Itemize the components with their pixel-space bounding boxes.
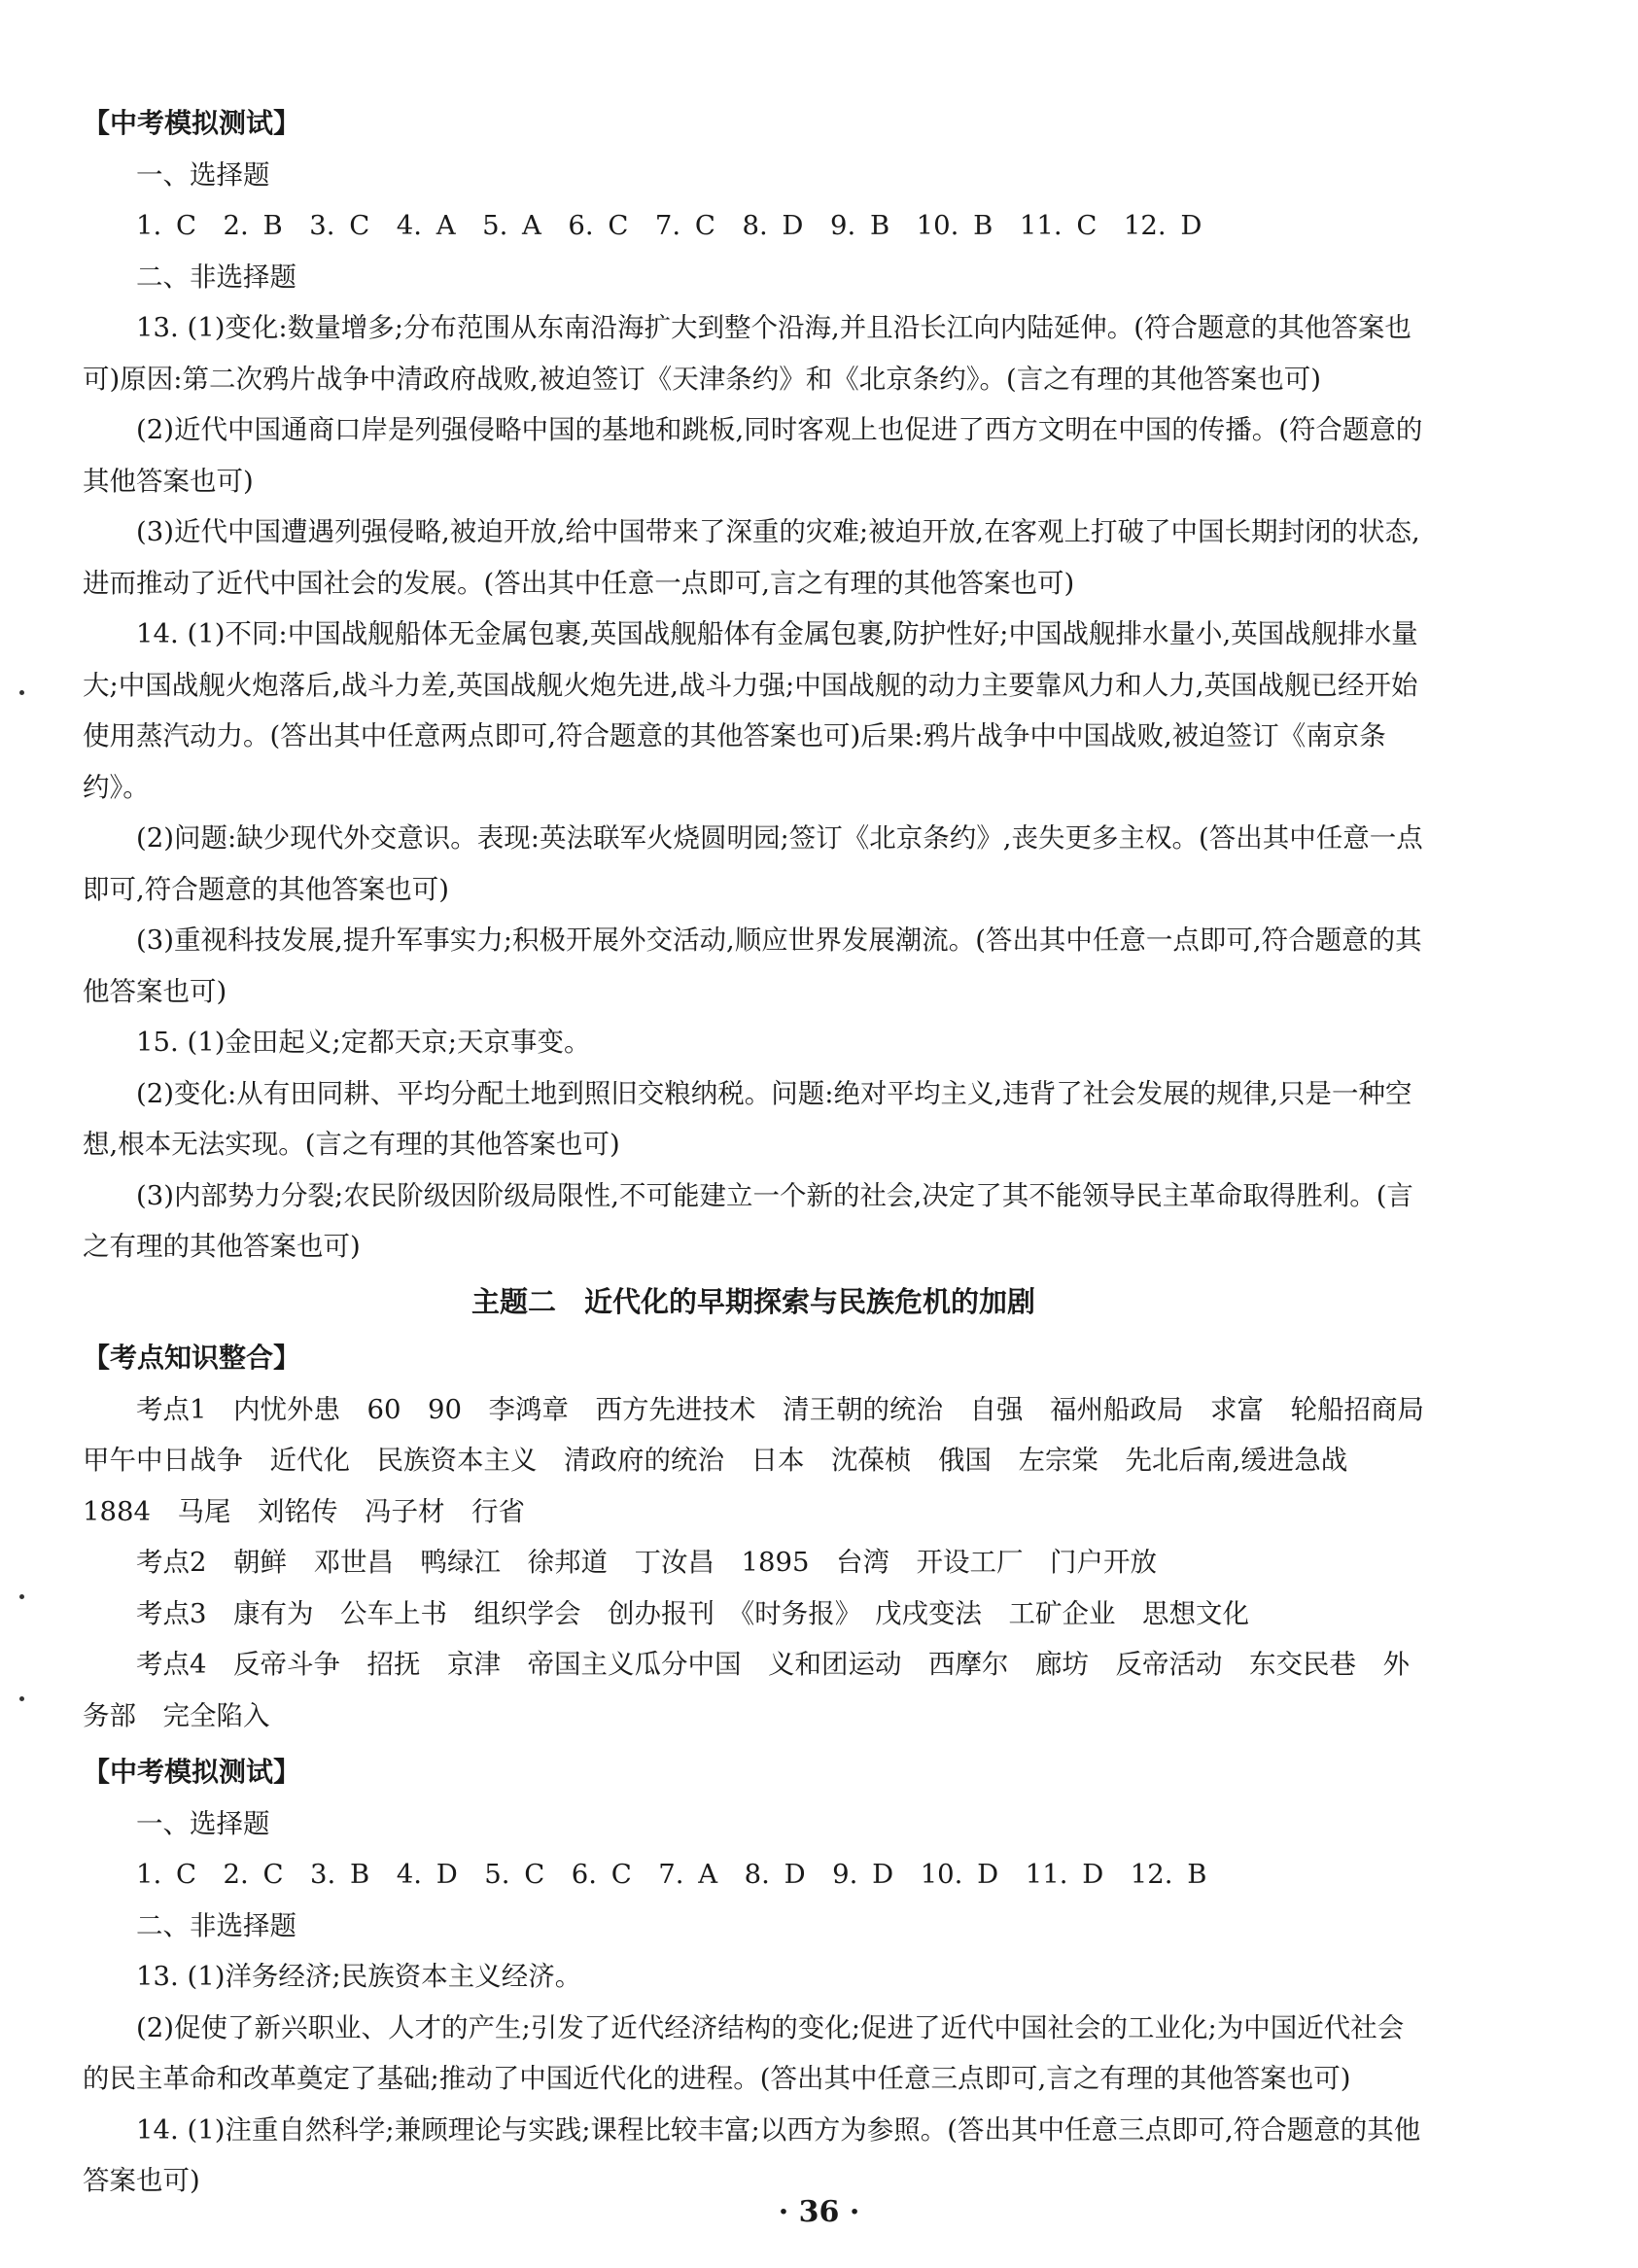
answer-paragraph: (3)近代中国遭遇列强侵略,被迫开放,给中国带来了深重的灾难;被迫开放,在客观上打破了中国长期封闭的状态,进而推动了近代中国社会的发展。(答出其中任意一点即可,言之有理的其他答案也可) [83,516,1420,599]
answer-paragraph: (2)促使了新兴职业、人才的产生;引发了近代经济结构的变化;促进了近代中国社会的工业化;为中国近代社会的民主革命和改革奠定了基础;推动了中国近代化的进程。(答出其中任意三点即可,言之有理的其他答案也可) [83,2011,1405,2094]
answer-paragraph: 14. (1)注重自然科学;兼顾理论与实践;课程比较丰富;以西方为参照。(答出其中任意三点即可,符合题意的其他答案也可) [83,2113,1421,2196]
answer-paragraph: (2)变化:从有田同耕、平均分配土地到照旧交粮纳税。问题:绝对平均主义,违背了社会发展的规律,只是一种空想,根本无法实现。(言之有理的其他答案也可) [83,1077,1412,1160]
knowledge-header: 【考点知识整合】 [83,1342,301,1374]
section1-choice-title: 一、选择题 [136,158,270,191]
answer-paragraph: 14. (1)不同:中国战舰船体无金属包裹,英国战舰船体有金属包裹,防护性好;中国战舰排水量小,英国战舰排水量大;中国战舰火炮落后,战斗力差,英国战舰火炮先进,战斗力强;中国战舰的动力主要靠风力和人力,英国战舰已经开始使用蒸汽动力。(答出其中任意两点即可,符合题意的其他答案也可)后果:鸦片战争中中国战败,被迫签订《南京条约》。 [83,618,1418,803]
answer-paragraph: 15. (1)金田起义;定都天京;天京事变。 [136,1027,591,1058]
section2-nonchoice-title: 二、非选择题 [136,1909,296,1941]
scan-mark [19,690,24,695]
knowledge-point: 考点3 康有为 公车上书 组织学会 创办报刊 《时务报》 戊戌变法 工矿企业 思想文化 [136,1597,1249,1629]
section2-choice-answers: 1. C 2. C 3. B 4. D 5. C 6. C 7. A 8. D 9. D 10. D 11. D 12. B [136,1859,1207,1890]
scan-mark [19,1696,24,1701]
section2-header: 【中考模拟测试】 [83,1756,301,1788]
topic-title: 主题二 近代化的早期探索与民族危机的加剧 [470,1284,1035,1318]
page-content [83,92,1451,2207]
page-number: · 36 · [778,2195,860,2229]
answer-paragraph: (2)问题:缺少现代外交意识。表现:英法联军火烧圆明园;签订《北京条约》,丧失更多主权。(答出其中任意一点即可,符合题意的其他答案也可) [83,822,1423,905]
answer-paragraph: 13. (1)洋务经济;民族资本主义经济。 [136,1961,582,1992]
section1-header: 【中考模拟测试】 [83,107,301,139]
answer-paragraph: (2)近代中国通商口岸是列强侵略中国的基地和跳板,同时客观上也促进了西方文明在中国的传播。(符合题意的其他答案也可) [83,414,1423,497]
section1-choice-answers: 1. C 2. B 3. C 4. A 5. A 6. C 7. C 8. D 9. B 10. B 11. C 12. D [136,210,1202,241]
knowledge-point: 考点2 朝鲜 邓世昌 鸭绿江 徐邦道 丁汝昌 1895 台湾 开设工厂 门户开放 [136,1547,1157,1578]
answer-paragraph: (3)重视科技发展,提升军事实力;积极开展外交活动,顺应世界发展潮流。(答出其中任意一点即可,符合题意的其他答案也可) [83,925,1422,1007]
answer-paragraph: 13. (1)变化:数量增多;分布范围从东南沿海扩大到整个沿海,并且沿长江向内陆延伸。(符合题意的其他答案也可)原因:第二次鸦片战争中清政府战败,被迫签订《天津条约》和《北京条约》。(言之有理的其他答案也可) [83,312,1411,395]
section1-nonchoice-title: 二、非选择题 [136,261,296,293]
knowledge-point: 考点4 反帝斗争 招抚 京津 帝国主义瓜分中国 义和团运动 西摩尔 廊坊 反帝活动 东交民巷 外务部 完全陷入 [83,1649,1410,1731]
section2-choice-title: 一、选择题 [136,1807,270,1839]
answer-paragraph: (3)内部势力分裂;农民阶级因阶级局限性,不可能建立一个新的社会,决定了其不能领导民主革命取得胜利。(言之有理的其他答案也可) [83,1179,1413,1262]
knowledge-point: 考点1 内忧外患 60 90 李鸿章 西方先进技术 清王朝的统治 自强 福州船政局 求富 轮船招商局 甲午中日战争 近代化 民族资本主义 清政府的统治 日本 沈葆桢 俄国 左宗棠 先北后南,缓进急战 1884 马尾 刘铭传 冯子材 行省 [83,1393,1451,1527]
scan-mark [19,1594,24,1599]
